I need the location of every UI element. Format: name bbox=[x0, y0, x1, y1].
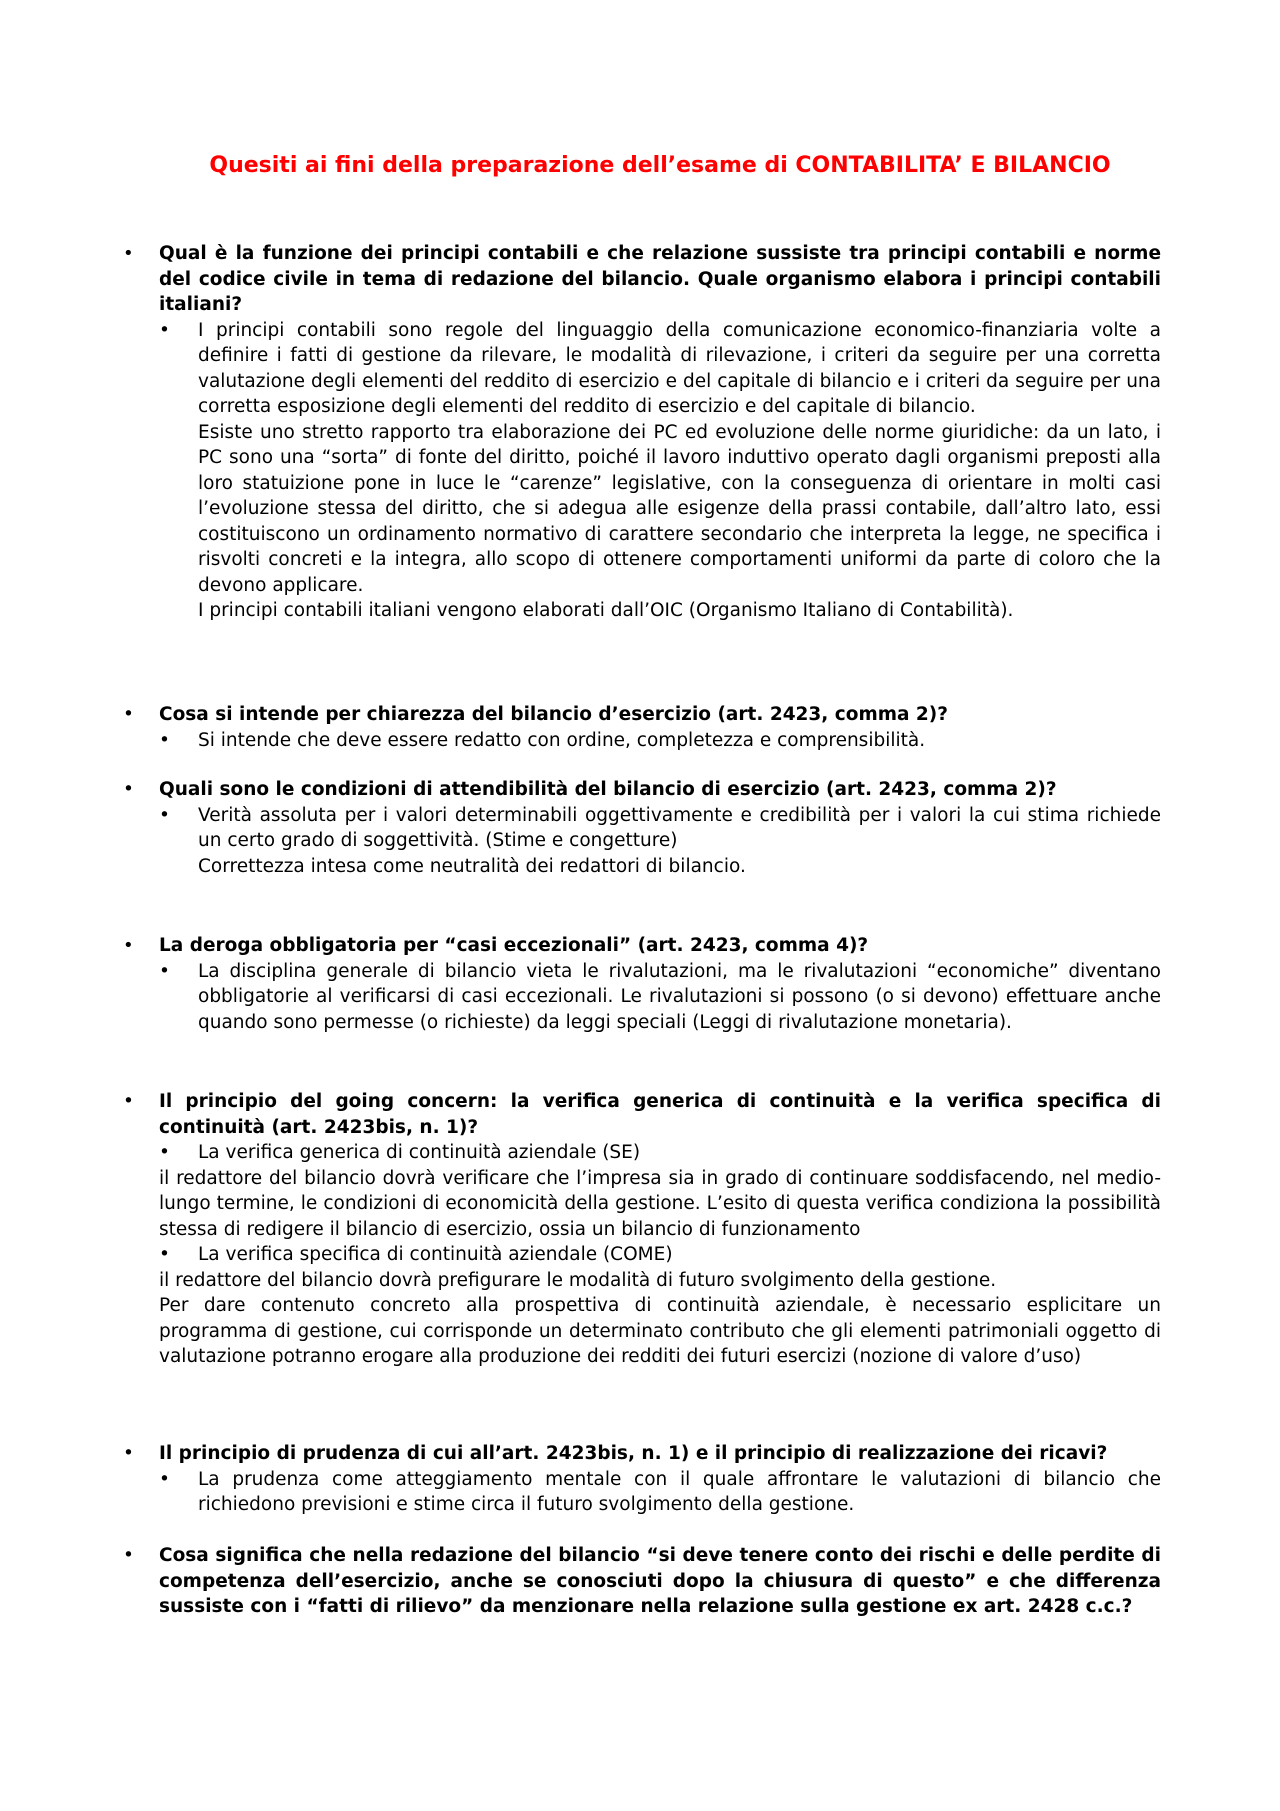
question-block-3 bbox=[123, 777, 1161, 879]
question-block-7 bbox=[123, 1543, 1161, 1620]
question-block-5 bbox=[123, 1089, 1161, 1370]
bullet-icon: • bbox=[159, 1244, 170, 1265]
bullet-icon: • bbox=[159, 804, 170, 826]
bullet-icon: • bbox=[123, 1091, 134, 1112]
answer-paragraph: I principi contabili italiani vengono elaborati dall’OIC (Organismo Italiano di Contabilità). bbox=[198, 600, 1014, 621]
question-text: Cosa si intende per chiarezza del bilancio d’esercizio (art. 2423, comma 2)? bbox=[159, 704, 948, 725]
answer bbox=[159, 959, 1161, 1036]
answer bbox=[159, 728, 1161, 754]
question-text: Il principio di prudenza di cui all’art. 2423bis, n. 1) e il principio di realizzazione dei ricavi? bbox=[159, 1443, 1108, 1464]
question-text: Qual è la funzione dei principi contabili e che relazione sussiste tra principi contabili e norme del codice civile in tema di redazione del bilancio. Quale organismo elabora i principi contabili italiani? bbox=[159, 243, 1161, 315]
question-block-6 bbox=[123, 1441, 1161, 1518]
answer-paragraph: Verità assoluta per i valori determinabili oggettivamente e credibilità per i valori la cui stima richiede un certo grado di soggettività. (Stime e congetture) bbox=[198, 804, 1161, 851]
answer-paragraph: I principi contabili sono regole del linguaggio della comunicazione economico-finanziaria volte a definire i fatti di gestione da rilevare, le modalità di rilevazione, i criteri da seguire per una corretta valutazione degli elementi del reddito di esercizio e del capitale di bilancio e i criteri da seguire per una corretta esposizione degli elementi del reddito di esercizio e del capitale di bilancio. bbox=[198, 319, 1161, 417]
sub-point bbox=[159, 1140, 1161, 1166]
answer bbox=[159, 803, 1161, 880]
answer-paragraph: La disciplina generale di bilancio vieta le rivalutazioni, ma le rivalutazioni “economiche” diventano obbligatorie al verificarsi di casi eccezionali. Le rivalutazioni si possono (o si devono) effettuare anche quando sono permesse (o richieste) da leggi speciali (Leggi di rivalutazione monetaria). bbox=[198, 960, 1161, 1033]
bullet-icon: • bbox=[159, 319, 170, 341]
answer-paragraph: Correttezza intesa come neutralità dei redattori di bilancio. bbox=[198, 855, 746, 877]
bullet-icon: • bbox=[123, 1443, 134, 1464]
sub-point-label: La verifica generica di continuità aziendale (SE) bbox=[198, 1142, 641, 1163]
bullet-icon: • bbox=[159, 729, 170, 751]
question-block-1 bbox=[123, 241, 1161, 624]
question-block-4 bbox=[123, 933, 1161, 1035]
answer-paragraph: Si intende che deve essere redatto con ordine, completezza e comprensibilità. bbox=[198, 729, 926, 751]
bullet-icon: • bbox=[123, 243, 134, 264]
answer-paragraph: il redattore del bilancio dovrà verificare che l’impresa sia in grado di continuare soddisfacendo, nel medio-lungo termine, le condizioni di economicità della gestione. L’esito di questa verifica condiziona la possibilità stessa di redigere il bilancio di esercizio, ossia un bilancio di funzionamento bbox=[159, 1167, 1161, 1240]
answer-paragraph: Per dare contenuto concreto alla prospettiva di continuità aziendale, è necessario esplicitare un programma di gestione, cui corrisponde un determinato contributo che gli elementi patrimoniali oggetto di valutazione potranno erogare alla produzione dei redditi dei futuri esercizi (nozione di valore d’uso) bbox=[159, 1295, 1161, 1367]
question-text: Cosa significa che nella redazione del bilancio “si deve tenere conto dei rischi e delle perdite di competenza dell’esercizio, anche se conosciuti dopo la chiusura di questo” e che differenza sussiste con i “fatti di rilievo” da menzionare nella relazione sulla gestione ex art. 2428 c.c.? bbox=[159, 1545, 1161, 1617]
sub-point-label: La verifica specifica di continuità aziendale (COME) bbox=[198, 1244, 673, 1265]
bullet-icon: • bbox=[159, 960, 170, 982]
question-block-2 bbox=[123, 702, 1161, 753]
question-text: La deroga obbligatoria per “casi eccezionali” (art. 2423, comma 4)? bbox=[159, 935, 869, 956]
answer-paragraph: il redattore del bilancio dovrà prefigurare le modalità di futuro svolgimento della gestione. bbox=[159, 1269, 997, 1291]
sub-point bbox=[159, 1242, 1161, 1268]
answer bbox=[159, 1467, 1161, 1518]
bullet-icon: • bbox=[159, 1468, 170, 1490]
answer bbox=[159, 318, 1161, 624]
bullet-icon: • bbox=[123, 704, 134, 725]
bullet-icon: • bbox=[123, 1545, 134, 1566]
bullet-icon: • bbox=[123, 779, 134, 800]
bullet-icon: • bbox=[159, 1142, 170, 1163]
bullet-icon: • bbox=[123, 935, 134, 956]
document-title: Quesiti ai fini della preparazione dell’esame di CONTABILITA’ E BILANCIO bbox=[209, 153, 1111, 178]
answer-paragraph: Esiste uno stretto rapporto tra elaborazione dei PC ed evoluzione delle norme giuridiche: da un lato, i PC sono una “sorta” di fonte del diritto, poiché il lavoro induttivo operato dagli organismi preposti alla loro statuizione pone in luce le “carenze” legislative, con la conseguenza di orientare in molti casi l’evoluzione stessa del diritto, che si adegua alle esigenze della prassi contabile, dall’altro lato, essi costituiscono un ordinamento normativo di carattere secondario che interpreta la legge, ne specifica i risvolti concreti e la integra, allo scopo di ottenere comportamenti uniformi da parte di coloro che la devono applicare. bbox=[198, 421, 1161, 596]
question-text: Quali sono le condizioni di attendibilità del bilancio di esercizio (art. 2423, comma 2)? bbox=[159, 779, 1057, 800]
question-text: Il principio del going concern: la verifica generica di continuità e la verifica specifica di continuità (art. 2423bis, n. 1)? bbox=[159, 1091, 1161, 1138]
answer-paragraph: La prudenza come atteggiamento mentale con il quale affrontare le valutazioni di bilancio che richiedono previsioni e stime circa il futuro svolgimento della gestione. bbox=[198, 1468, 1161, 1515]
